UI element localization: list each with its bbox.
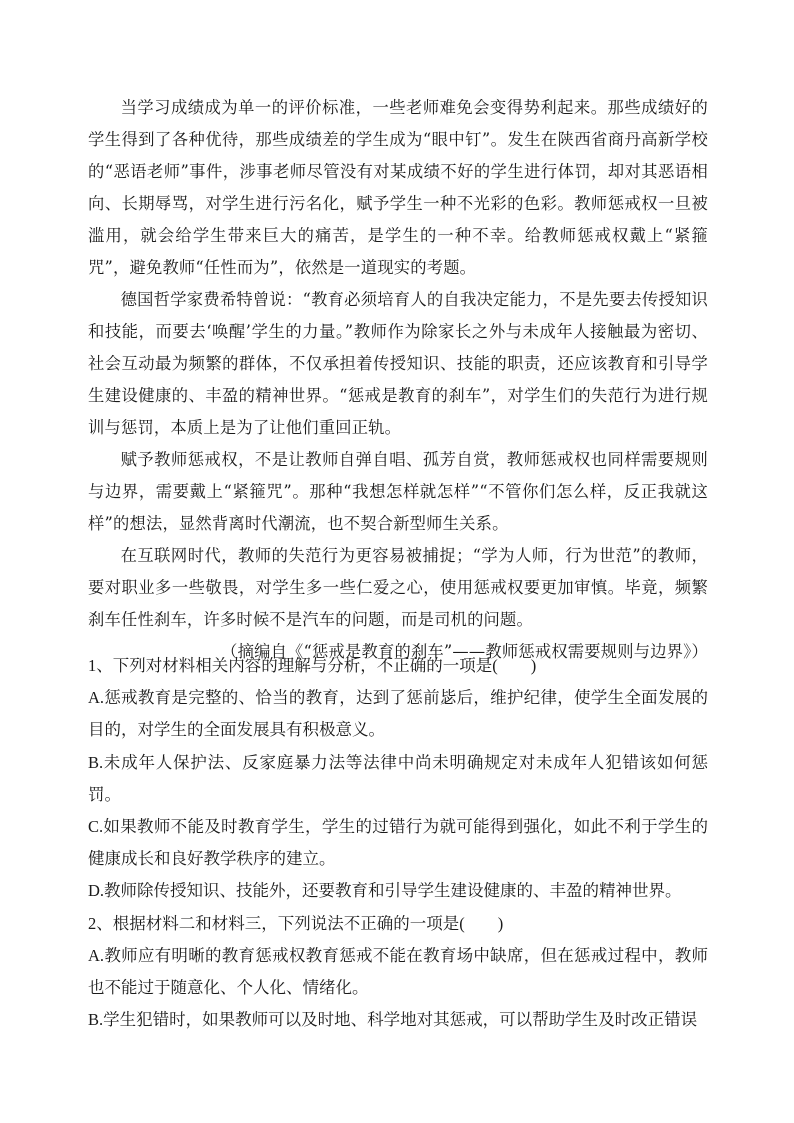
question-option: B.未成年人保护法、反家庭暴力法等法律中尚未明确规定对未成年人犯错该如何惩罚。 xyxy=(88,752,708,804)
question-option: D.教师除传授知识、技能外，还要教育和引导学生建设健康的、丰盈的精神世界。 xyxy=(88,881,682,901)
reading-passage xyxy=(88,92,708,668)
passage-paragraph-1: 当学习成绩成为单一的评价标准，一些老师难免会变得势利起来。那些成绩好的学生得到了各种优待，那些成绩差的学生成为“眼中钉”。发生在陕西省商丹高新学校的“恶语老师”事件，涉事老师尽管没有对某成绩不好的学生进行体罚，却对其恶语相向、长期辱骂，对学生进行污名化，赋予学生一种不光彩的色彩。教师惩戒权一旦被滥用，就会给学生带来巨大的痛苦，是学生的一种不幸。给教师惩戒权戴上“紧箍咒”，避免教师“任性而为”，依然是一道现实的考题。 xyxy=(88,98,708,277)
question-option: B.学生犯错时，如果教师可以及时地、科学地对其惩戒，可以帮助学生及时改正错误 xyxy=(88,1010,698,1030)
question-option: C.如果教师不能及时教育学生，学生的过错行为就可能得到强化，如此不利于学生的健康成长和良好教学秩序的建立。 xyxy=(88,817,708,869)
question-1 xyxy=(88,650,708,908)
passage-paragraph-3: 赋予教师惩戒权，不是让教师自弹自唱、孤芳自赏，教师惩戒权也同样需要规则与边界，需要戴上“紧箍咒”。那种“我想怎样就怎样”“不管你们怎么样，反正我就这样”的想法，显然背离时代潮流，也不契合新型师生关系。 xyxy=(88,450,708,533)
question-list xyxy=(88,650,708,1036)
passage-paragraph-4: 在互联网时代，教师的失范行为更容易被捕捉；“学为人师，行为世范”的教师，要对职业多一些敬畏，对学生多一些仁爱之心，使用惩戒权要更加审慎。毕竟，频繁刹车任性刹车，许多时候不是汽车的问题，而是司机的问题。 xyxy=(88,546,708,629)
passage-source: （摘编自《“惩戒是教育的刹车”——教师惩戒权需要规则与边界》） xyxy=(221,642,708,661)
question-2 xyxy=(88,908,708,1037)
question-option: A.教师应有明晰的教育惩戒权教育惩戒不能在教育场中缺席，但在惩戒过程中，教师也不能过于随意化、个人化、情绪化。 xyxy=(88,945,708,998)
passage-paragraph-2: 德国哲学家费希特曾说：“教育必须培育人的自我决定能力，不是先要去传授知识和技能，而要去‘唤醒’学生的力量。”教师作为除家长之外与未成年人接触最为密切、社会互动最为频繁的群体，不仅承担着传授知识、技能的职责，还应该教育和引导学生建设健康的、丰盈的精神世界。“惩戒是教育的刹车”，对学生们的失范行为进行规训与惩罚，本质上是为了让他们重回正轨。 xyxy=(88,290,708,437)
question-stem: 1、下列对材料相关内容的理解与分析，不正确的一项是( ) xyxy=(88,656,537,675)
question-stem: 2、根据材料二和材料三，下列说法不正确的一项是( ) xyxy=(88,913,504,933)
question-option: A.惩戒教育是完整的、恰当的教育，达到了惩前毖后，维护纪律，使学生全面发展的目的，对学生的全面发展具有积极意义。 xyxy=(88,688,708,740)
